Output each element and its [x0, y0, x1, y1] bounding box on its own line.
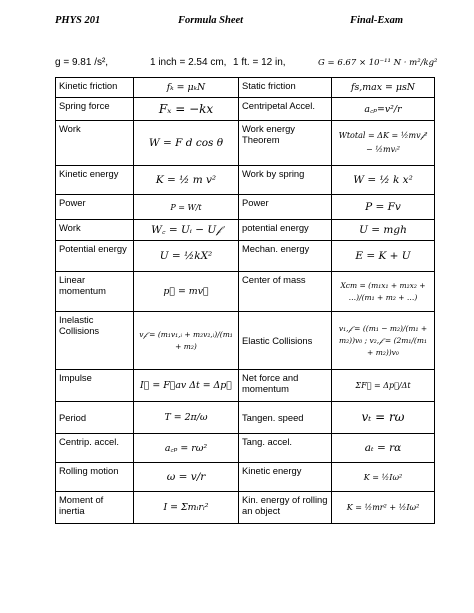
formula: fs,max = μsN — [332, 78, 435, 98]
formula: a꜀ₚ=v²/r — [332, 98, 435, 121]
table-row — [56, 121, 435, 166]
table-row — [56, 195, 435, 220]
row-label: Elastic Collisions — [239, 312, 332, 370]
row-label: Static friction — [239, 78, 332, 98]
table-row — [56, 402, 435, 434]
table-row — [56, 78, 435, 98]
foot-conversion: 1 ft. = 12 in, — [233, 57, 286, 68]
formula: I = Σmᵢrᵢ² — [134, 492, 239, 524]
table-row — [56, 241, 435, 272]
row-label: Kinetic energy — [56, 166, 134, 195]
formula: T = 2π/ω — [134, 402, 239, 434]
row-label: Work — [56, 220, 134, 241]
row-label: Rolling motion — [56, 463, 134, 492]
row-label: Work — [56, 121, 134, 166]
inch-conversion: 1 inch = 2.54 cm, — [150, 57, 227, 68]
table-row — [56, 312, 435, 370]
formula: W꜀ = Uᵢ − U𝒻 — [134, 220, 239, 241]
row-label: Kinetic energy — [239, 463, 332, 492]
row-label: Power — [239, 195, 332, 220]
formula: vₜ = rω — [332, 402, 435, 434]
formula: E = K + U — [332, 241, 435, 272]
page-header — [0, 15, 474, 31]
formula: K = ½Iω² — [332, 463, 435, 492]
formula: P = Fv — [332, 195, 435, 220]
formula: aₜ = rα — [332, 434, 435, 463]
course-code: PHYS 201 — [55, 15, 101, 26]
table-row — [56, 434, 435, 463]
row-label: potential energy — [239, 220, 332, 241]
formula: a꜀ₚ = rω² — [134, 434, 239, 463]
formula: K = ½ m v² — [134, 166, 239, 195]
row-label: Net force and momentum — [239, 370, 332, 402]
row-label: Moment of inertia — [56, 492, 134, 524]
row-label: Period — [56, 402, 134, 434]
row-label: Kin. energy of rolling an object — [239, 492, 332, 524]
table-row — [56, 370, 435, 402]
table-row — [56, 166, 435, 195]
row-label: Center of mass — [239, 272, 332, 312]
formula: W = F d cos θ — [134, 121, 239, 166]
row-label: Linear momentum — [56, 272, 134, 312]
formula: U = mgh — [332, 220, 435, 241]
row-label: Centrip. accel. — [56, 434, 134, 463]
row-label: Tangen. speed — [239, 402, 332, 434]
formula: Fₓ = −kx — [134, 98, 239, 121]
row-label: Centripetal Accel. — [239, 98, 332, 121]
row-label: Power — [56, 195, 134, 220]
row-label: Spring force — [56, 98, 134, 121]
formula: ω = v/r — [134, 463, 239, 492]
row-label: Work by spring — [239, 166, 332, 195]
table-row — [56, 98, 435, 121]
gravity-constant: g = 9.81 /s², — [55, 57, 109, 68]
row-label: Tang. accel. — [239, 434, 332, 463]
table-row — [56, 463, 435, 492]
row-label: Mechan. energy — [239, 241, 332, 272]
constants-line — [0, 57, 474, 73]
formula: W = ½ k x² — [332, 166, 435, 195]
formula: K = ½mr² + ½Iω² — [332, 492, 435, 524]
formula: I⃗ = F⃗av Δt = Δp⃗ — [134, 370, 239, 402]
row-label: Work energy Theorem — [239, 121, 332, 166]
formula: fₖ = μₖN — [134, 78, 239, 98]
page-title: Formula Sheet — [178, 15, 244, 26]
formula: U = ½kX² — [134, 241, 239, 272]
formula: ΣF⃗ = Δp⃗/Δt — [332, 370, 435, 402]
row-label: Inelastic Collisions — [56, 312, 134, 370]
table-row — [56, 492, 435, 524]
formula: v₁,𝒻 = ((m₁ − m₂)/(m₁ + m₂))v₀ ; v₂,𝒻 = (2m₁/(m₁ + m₂))v₀ — [332, 312, 435, 370]
row-label: Kinetic friction — [56, 78, 134, 98]
formula: Wtotal = ΔK = ½mv𝒻² − ½mvᵢ² — [332, 121, 435, 166]
formula-table — [55, 77, 435, 524]
row-label: Potential energy — [56, 241, 134, 272]
formula: P = W/t — [134, 195, 239, 220]
exam-name: Final-Exam — [350, 15, 404, 26]
gravitational-constant: G = 6.67 × 10⁻¹¹ N · m²/kg² — [318, 58, 438, 68]
formula: v𝒻 = (m₁v₁,ᵢ + m₂v₂,ᵢ)/(m₁ + m₂) — [134, 312, 239, 370]
table-row — [56, 272, 435, 312]
table-row — [56, 220, 435, 241]
formula: Xcm = (m₁x₁ + m₂x₂ + …)/(m₁ + m₂ + …) — [332, 272, 435, 312]
row-label: Impulse — [56, 370, 134, 402]
formula: p⃗ = mv⃗ — [134, 272, 239, 312]
